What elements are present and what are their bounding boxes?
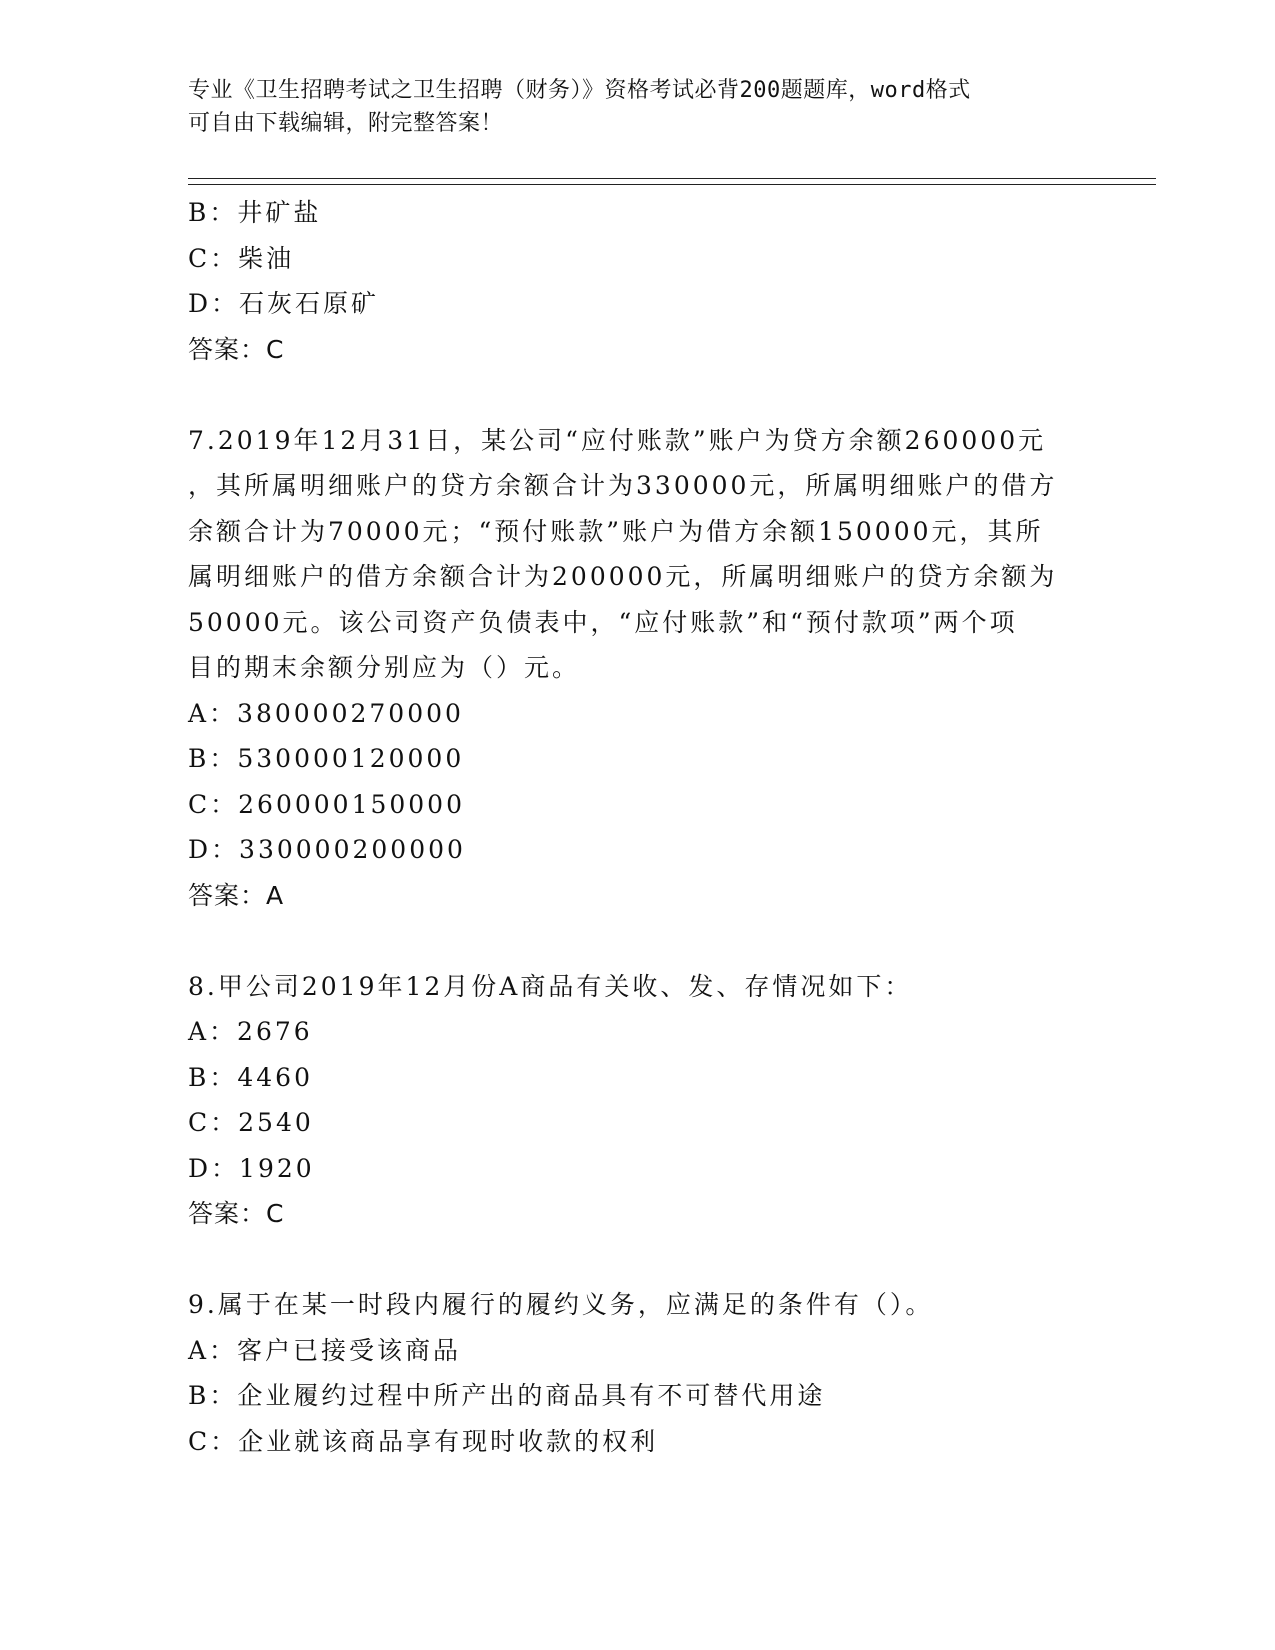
document-header xyxy=(188,74,1068,140)
answer-line: 答案：C xyxy=(188,334,285,364)
question-stem-line: 目的期末余额分别应为（）元。 xyxy=(188,653,581,682)
question-stem-line: 余额合计为70000元；“预付账款”账户为借方余额150000元，其所 xyxy=(188,516,1044,546)
question-stem-line: 8.甲公司2019年12月份A商品有关收、发、存情况如下： xyxy=(188,971,913,1001)
option-line: B：530000120000 xyxy=(188,744,465,773)
question-stem-line: 9.属于在某一时段内履行的履约义务，应满足的条件有（）。 xyxy=(188,1290,934,1319)
question-content xyxy=(188,190,1088,1464)
question-stem-line: 属明细账户的借方余额合计为200000元，所属明细账户的贷方余额为 xyxy=(188,562,1058,591)
option-line: A：2676 xyxy=(188,1017,313,1046)
option-line: C：柴油 xyxy=(188,243,295,273)
answer-line: 答案：C xyxy=(188,1199,285,1228)
option-line: D：1920 xyxy=(188,1153,315,1183)
header-rule-top xyxy=(188,178,1156,179)
option-line: B：4460 xyxy=(188,1062,313,1092)
header-line-2: 可自由下载编辑，附完整答案！ xyxy=(188,111,504,136)
question-stem-line: ，其所属明细账户的贷方余额合计为330000元，所属明细账户的借方 xyxy=(188,471,1058,500)
option-line: D：330000200000 xyxy=(188,835,466,864)
spacer xyxy=(188,918,1088,964)
spacer xyxy=(188,1237,1088,1283)
option-line: B：井矿盐 xyxy=(188,198,322,227)
answer-line: 答案：A xyxy=(188,880,285,910)
header-line-1: 专业《卫生招聘考试之卫生招聘（财务）》资格考试必背200题题库，word格式 xyxy=(188,78,971,103)
option-line: D：石灰石原矿 xyxy=(188,289,380,318)
option-line: A：380000270000 xyxy=(188,698,464,728)
question-stem-line: 7.2019年12月31日，某公司“应付账款”账户为贷方余额260000元 xyxy=(188,425,1047,455)
option-line: B：企业履约过程中所产出的商品具有不可替代用途 xyxy=(188,1381,826,1410)
question-stem-line: 50000元。该公司资产负债表中，“应付账款”和“预付款项”两个项 xyxy=(188,607,1018,637)
header-rule-bottom xyxy=(188,184,1156,185)
option-line: C：260000150000 xyxy=(188,789,465,819)
spacer xyxy=(188,372,1088,418)
option-line: C：2540 xyxy=(188,1108,314,1137)
option-line: A：客户已接受该商品 xyxy=(188,1335,462,1365)
option-line: C：企业就该商品享有现时收款的权利 xyxy=(188,1426,659,1456)
